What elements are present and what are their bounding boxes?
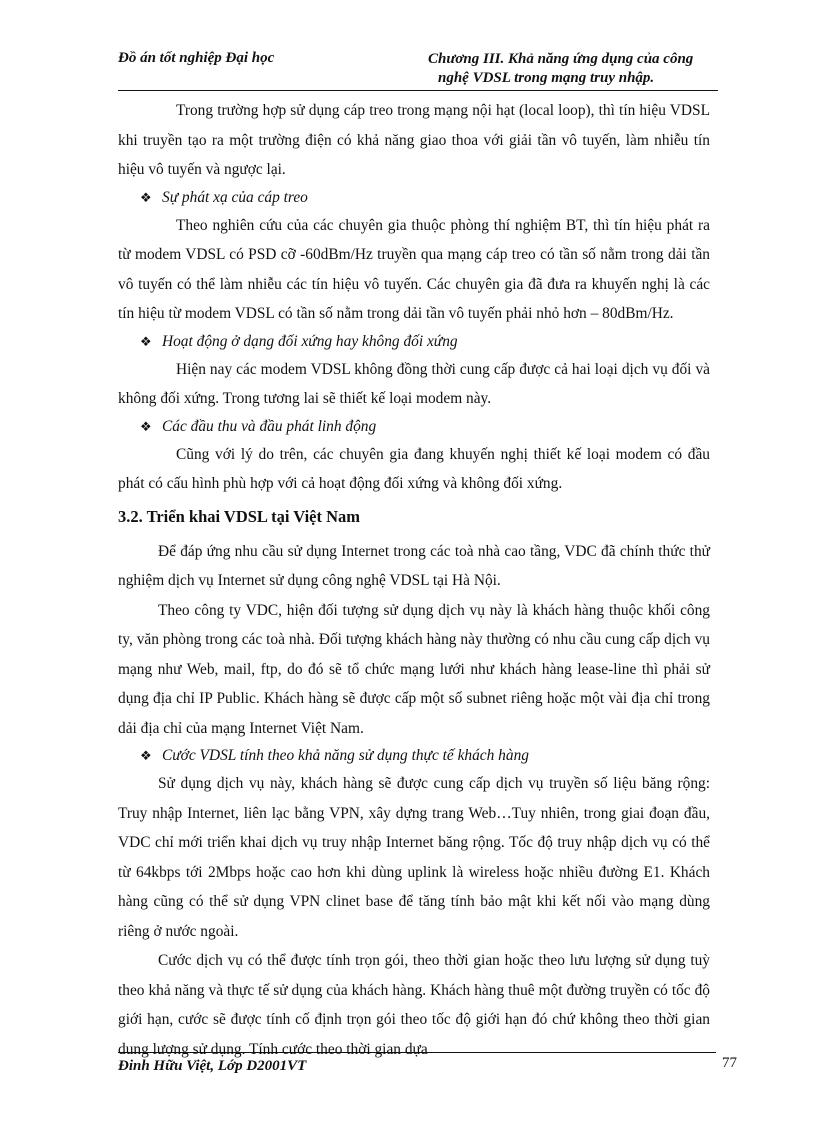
- page-number: 77: [722, 1055, 737, 1071]
- page-header: [118, 48, 718, 92]
- header-divider: [118, 90, 718, 91]
- paragraph: Theo công ty VDC, hiện đối tượng sử dụng dịch vụ này là khách hàng thuộc khối công ty, văn phòng trong các toà nhà. Đối tượng khách hàng này thường có nhu cầu cung cấp dịch vụ mạng như Web, mail, ftp, do đó sẽ tổ chức mạng lưới như khách hàng lease-line thì phải sử dụng địa chỉ IP Public. Khách hàng sẽ được cấp một số subnet riêng hoặc một vài địa chỉ trong dải địa chỉ của mạng Internet Việt Nam.: [118, 601, 710, 737]
- bullet-heading-text: Cước VDSL tính theo khả năng sử dụng thực tế khách hàng: [162, 747, 529, 764]
- paragraph: Cũng với lý do trên, các chuyên gia đang khuyến nghị thiết kế loại modem có đầu phát có cấu hình phù hợp với cả hoạt động đối xứng và không đối xứng.: [118, 445, 710, 492]
- paragraph: Theo nghiên cứu của các chuyên gia thuộc phòng thí nghiệm BT, thì tín hiệu phát ra từ modem VDSL có PSD cỡ -60dBm/Hz truyền qua mạng cáp treo có tần số nằm trong dải tần vô tuyến có thể làm nhiễu các tín hiệu vô tuyến. Các chuyên gia đã đưa ra khuyến nghị là các tín hiệu từ modem VDSL có tần số nằm trong dải tần vô tuyến phải nhỏ hơn – 80dBm/Hz.: [118, 216, 710, 322]
- bullet-heading: [118, 329, 710, 355]
- paragraph: Để đáp ứng nhu cầu sử dụng Internet trong các toà nhà cao tầng, VDC đã chính thức thử nghiệm dịch vụ Internet sử dụng công nghệ VDSL tại Hà Nội.: [118, 542, 710, 589]
- paragraph: Cước dịch vụ có thể được tính trọn gói, theo thời gian hoặc theo lưu lượng sử dụng tuỳ theo khả năng và thực tế sử dụng của khách hàng. Khách hàng thuê một đường truyền có tốc độ giới hạn, cước sẽ được tính cố định trọn gói theo tốc độ giới hạn đó chứ không theo thời gian dung lượng sử dụng. Tính cước theo thời gian dựa: [118, 952, 710, 1058]
- four-diamond-icon: ❖: [140, 418, 152, 434]
- four-diamond-icon: ❖: [140, 333, 152, 349]
- four-diamond-icon: ❖: [140, 748, 152, 763]
- bullet-heading-text: Sự phát xạ của cáp treo: [162, 188, 308, 206]
- footer-author: Đinh Hữu Việt, Lớp D2001VT: [118, 1058, 307, 1074]
- header-chapter-line1: Chương III. Khả năng ứng dụng của công: [428, 51, 694, 67]
- paragraph: Hiện nay các modem VDSL không đồng thời cung cấp được cả hai loại dịch vụ đối và không đối xứng. Trong tương lai sẽ thiết kế loại modem này.: [118, 360, 710, 407]
- header-chapter-line2: nghệ VDSL trong mạng truy nhập.: [438, 70, 655, 86]
- footer-divider: [118, 1052, 716, 1053]
- bullet-heading-text: Các đầu thu và đầu phát linh động: [162, 417, 377, 435]
- bullet-heading: [118, 743, 710, 769]
- paragraph: Sử dụng dịch vụ này, khách hàng sẽ được cung cấp dịch vụ truyền số liệu băng rộng: Truy nhập Internet, liên lạc bằng VPN, xây dựng trang Web…Tuy nhiên, trong giai đoạn đầu, VDC chỉ mới triển khai dịch vụ truy nhập Internet băng rộng. Tốc độ truy nhập dịch vụ có thể từ 64kbps tới 2Mbps hoặc cao hơn khi dùng uplink là wireless hoặc nhiều đường E1. Khách hàng cũng có thể sử dụng VPN clinet base để tăng tính bảo mật khi kết nối vào mạng dùng riêng ở nước ngoài.: [118, 775, 710, 940]
- bullet-heading: [118, 414, 710, 440]
- four-diamond-icon: ❖: [140, 189, 152, 205]
- page-body: [118, 96, 710, 1064]
- bullet-heading: [118, 185, 710, 211]
- bullet-heading-text: Hoạt động ở dạng đối xứng hay không đối xứng: [162, 332, 458, 350]
- paragraph: Trong trường hợp sử dụng cáp treo trong mạng nội hạt (local loop), thì tín hiệu VDSL khi truyền tạo ra một trường điện có khả năng giao thoa với giải tần vô tuyến, làm nhiễu tín hiệu vô tuyến và ngược lại.: [118, 102, 710, 178]
- header-left-title: Đồ án tốt nghiệp Đại học: [118, 50, 275, 66]
- section-heading: 3.2. Triển khai VDSL tại Việt Nam: [118, 506, 361, 526]
- header-chapter-title: [428, 50, 693, 88]
